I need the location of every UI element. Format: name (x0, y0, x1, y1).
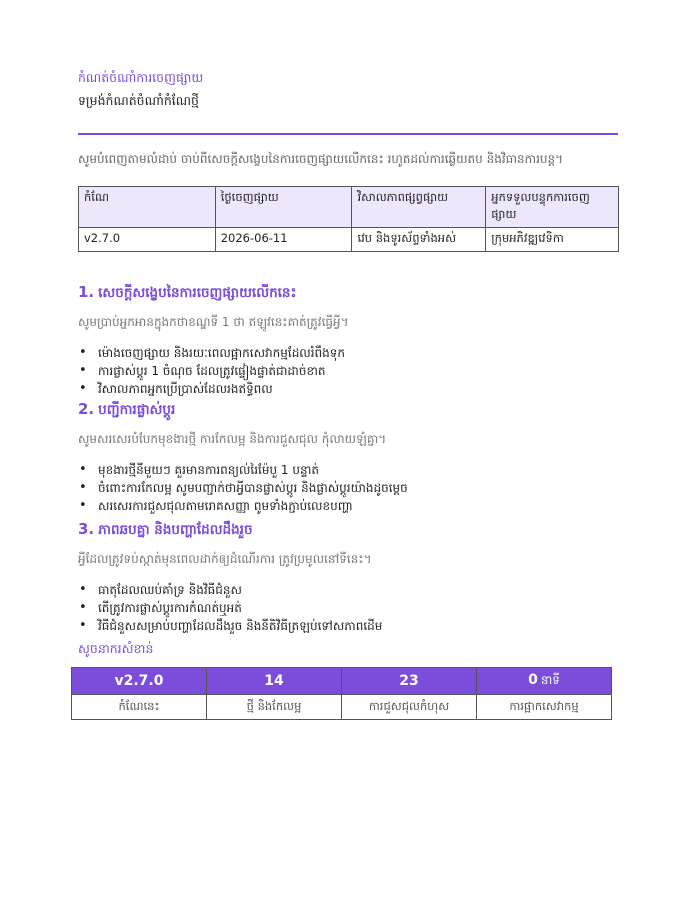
cell-owner: ក្រុមអភិវឌ្ឍវេទិកា (486, 228, 619, 252)
section-number: 2. (78, 400, 95, 418)
key-metrics-table (71, 667, 612, 720)
metric-value: v2.7.0 (114, 673, 164, 689)
section-heading (78, 520, 382, 541)
cell-date: 2026-06-11 (215, 228, 352, 252)
list-item: • មុខងារថ្មីនីមួយៗ គួរមានការពន្យល់រៃម៉ែបួ 1 បន្ទាត់ (78, 461, 408, 479)
section-subtitle: សូមសរសេរបំបែកមុខងារថ្មី ការកែលម្អ និងការជួសជុល កុំលាយឡំគ្នា។ (78, 432, 387, 446)
summary-label: សូចនាករសំខាន់ (78, 641, 154, 656)
section-changes (78, 400, 408, 515)
list-item: • ម៉ោងចេញផ្សាយ និងរយៈពេលផ្អាកសេវាកម្មដែលរំពឹងទុក (78, 344, 349, 362)
section-number: 3. (78, 520, 95, 538)
metric-value-downtime (477, 668, 612, 695)
document-title: ទម្រង់កំណត់ចំណាំកំណែថ្មី (78, 93, 199, 108)
metric-value: 14 (264, 673, 284, 689)
metric-label: ការជួសជុលកំហុស (342, 695, 477, 720)
section-subtitle: សូមប្រាប់អ្នកអានក្នុងកថាខណ្ឌទី 1 ថា ឥឡូវនេះគាត់ត្រូវធ្វើអ្វី។ (78, 315, 349, 329)
header-cell-date: ថ្ងៃចេញផ្សាយ (215, 187, 352, 228)
metric-value-new (207, 668, 342, 695)
metric-value: 23 (399, 673, 419, 689)
list-item: • ការផ្លាស់ប្ដូរ 1 ចំណុច ដែលត្រូវផ្ទៀងផ្ទាត់ជាដាច់ខាត (78, 362, 349, 380)
metrics-value-row (72, 668, 612, 695)
release-meta-table (78, 186, 619, 252)
section-heading (78, 400, 408, 421)
intro-text: សូមបំពេញតាមលំដាប់ ចាប់ពីសេចក្ដីសង្ខេបនៃការចេញផ្សាយលើកនេះ រហូតដល់ការឆ្លើយតប និងវិធានការបន្ត។ (78, 152, 564, 166)
table-row (79, 228, 619, 252)
list-item: • តើត្រូវការផ្លាស់ប្ដូរការកំណត់ឬអត់ (78, 599, 382, 617)
section-heading (78, 283, 349, 304)
metric-label: ថ្មី និងកែលម្អ (207, 695, 342, 720)
metrics-label-row (72, 695, 612, 720)
section-subtitle: អ្វីដែលត្រូវទប់ស្កាត់មុនពេលដាក់ឲ្យដំណើរការ ត្រូវប្រមូលនៅទីនេះ។ (78, 552, 372, 566)
metric-value-version (72, 668, 207, 695)
list-item: • វិធីជំនួសសម្រាប់បញ្ហាដែលដឹងរួច និងនីតិវិធីត្រឡប់ទៅសភាពដើម (78, 617, 382, 635)
bullet-list (78, 581, 382, 635)
section-title: បញ្ជីការផ្លាស់ប្ដូរ (98, 402, 176, 418)
list-item: • វិសាលភាពអ្នកប្រើប្រាស់ដែលរងឥទ្ធិពល (78, 380, 349, 398)
section-title: សេចក្ដីសង្ខេបនៃការចេញផ្សាយលើកនេះ (98, 285, 297, 301)
list-item: • ចំពោះការកែលម្អ សូមបញ្ជាក់ថាអ្វីបានផ្លាស់ប្ដូរ និងផ្លាស់ប្ដូរយ៉ាងដូចម្ដេច (78, 479, 408, 497)
section-summary (78, 283, 349, 398)
metric-label: កំណែនេះ (72, 695, 207, 720)
metric-label: ការផ្អាកសេវាកម្ម (477, 695, 612, 720)
table-header-row (79, 187, 619, 228)
header-cell-version: កំណែ (79, 187, 216, 228)
document-kicker: កំណត់ចំណាំការចេញផ្សាយ (78, 70, 204, 85)
header-cell-scope: វិសាលភាពផ្សព្វផ្សាយ (352, 187, 486, 228)
section-compatibility (78, 520, 382, 635)
list-item: • ធាតុដែលឈប់គាំទ្រ និងវិធីជំនួស (78, 581, 382, 599)
metric-value: 0 (528, 672, 538, 688)
title-divider (78, 133, 618, 135)
metric-value-fixes (342, 668, 477, 695)
section-title: ភាពឆបគ្នា និងបញ្ហាដែលដឹងរួច (98, 522, 253, 538)
bullet-list (78, 461, 408, 515)
list-item: • សរសេរការជួសជុលតាមរោគសញ្ញា ពូមទាំងភ្ជាប់លេខបញ្ហា (78, 497, 408, 515)
metric-unit: នាទី (540, 673, 560, 687)
bullet-list (78, 344, 349, 398)
section-number: 1. (78, 283, 95, 301)
cell-version: v2.7.0 (79, 228, 216, 252)
header-cell-owner: អ្នកទទួលបន្ទុកការចេញផ្សាយ (486, 187, 619, 228)
cell-scope: វេប និងទូរស័ព្ទទាំងអស់ (352, 228, 486, 252)
